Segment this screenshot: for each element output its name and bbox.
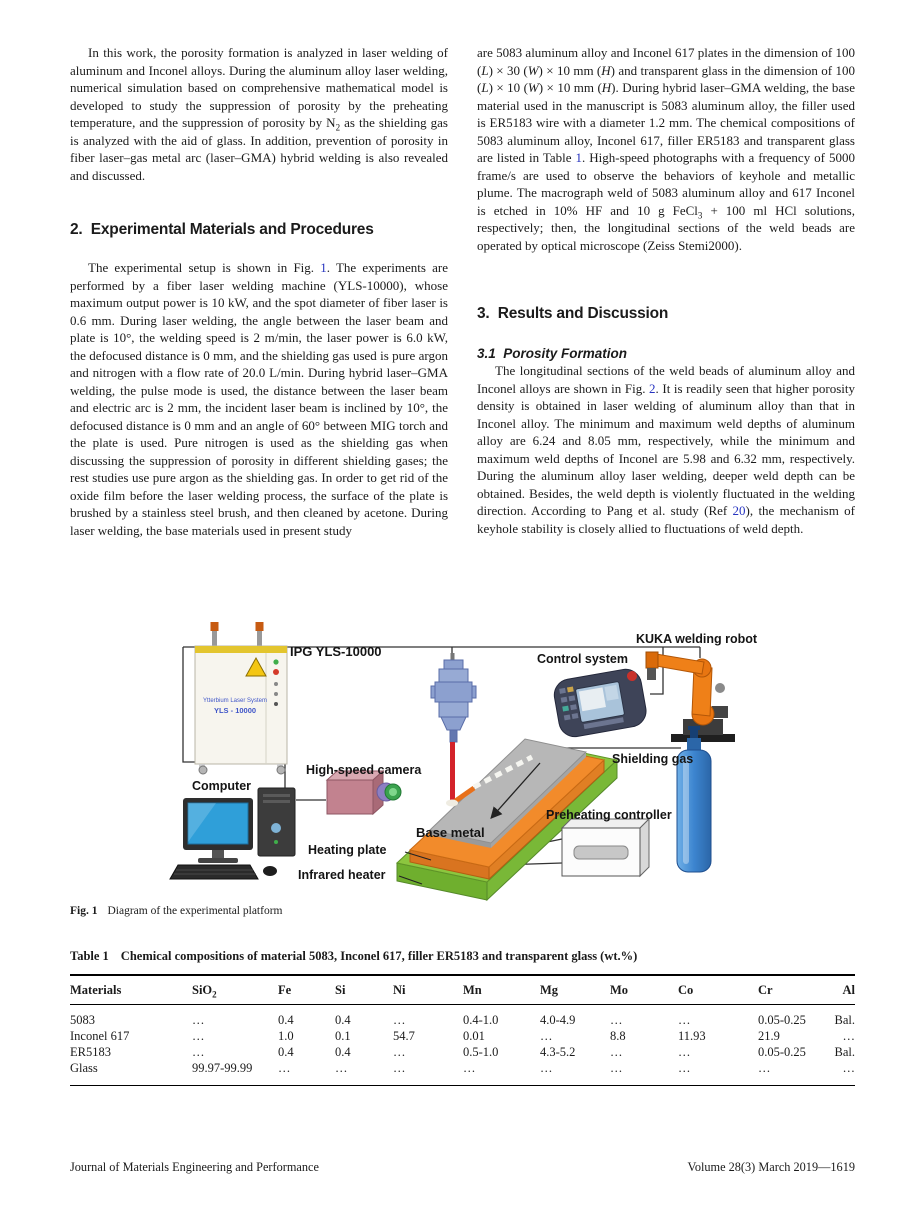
table-cell: …	[463, 1061, 476, 1075]
table-row	[70, 1005, 855, 1029]
table-caption-text: Chemical compositions of material 5083, Inconel 617, filler ER5183 and transparent glass (wt.%)	[120, 949, 638, 963]
molten-pool	[446, 800, 458, 807]
table-cell: 8.8	[610, 1029, 626, 1043]
table-cell: …	[842, 1029, 855, 1043]
table-cell: …	[192, 1045, 205, 1059]
column-header: Cr	[758, 975, 826, 1005]
table-cell: 54.7	[393, 1029, 415, 1043]
label-infrared-heater: Infrared heater	[298, 868, 386, 882]
table-cell: 0.4	[278, 1013, 294, 1027]
left-column	[70, 44, 448, 539]
label-computer: Computer	[192, 779, 252, 793]
gas-cylinder-illustration	[677, 726, 711, 872]
column-header: Al	[826, 975, 855, 1005]
table-cell: 0.4	[335, 1045, 351, 1059]
page-footer	[70, 1160, 855, 1175]
paragraph-intro: In this work, the porosity formation is analyzed in laser welding of aluminum and Inconel alloys. During the aluminum alloy laser welding, numerical simulation based on comprehensive mathematical model is developed to study the suppression of porosity by the preheating temperature, and the suppression of porosity by $N_2$ as the shielding gas is analyzed with the aid of glass. In addition, prevention of porosity in fiber laser–gas metal arc (laser–GMA) hybrid welding is also revealed and discussed.	[70, 45, 448, 183]
paragraph-experimental-continued: are 5083 aluminum alloy and Inconel 617 plates in the dimension of 100 (L) × 30 (W) × 10 mm (H) and transparent glass in the dimension of 100 (L) × 10 (W) × 10 mm (H). During hybrid laser–GMA welding, the base material used in the manuscript is 5083 aluminum alloy, the filler used is ER5183 wire with a diameter 1.2 mm. The chemical compositions of 5083 aluminum alloy, Inconel 617, filler ER5183 and transparent glass are listed in Table 1. High-speed photographs with a frequency of 5000 frame/s are used to observe the behaviors of keyhole and metallic plume. The macrograph weld of 5083 aluminum alloy and 617 Inconel is etched in 10% HF and 10 g FeCl$_3$ + 100 ml HCl solutions, respectively; then, the longitudinal sections of the weld beads are operated by optical microscope (Zeiss Stemi2000).	[477, 45, 855, 253]
right-column	[477, 44, 855, 537]
column-header: Materials	[70, 975, 192, 1005]
column-header: Co	[678, 975, 758, 1005]
column-header: Mg	[540, 975, 610, 1005]
figure-caption	[70, 905, 282, 917]
table-cell: …	[540, 1029, 553, 1043]
label-base-metal: Base metal	[416, 825, 485, 840]
table-caption-label: Table 1	[70, 949, 109, 963]
figure-caption-label: Fig. 1	[70, 905, 98, 917]
table-cell: 0.1	[335, 1029, 351, 1043]
preheating-controller-illustration	[562, 819, 649, 876]
table-cell: 21.9	[758, 1029, 780, 1043]
volume-page-info: Volume 28(3) March 2019—1619	[687, 1160, 855, 1174]
reference-link[interactable]: 1	[320, 260, 327, 275]
keyboard	[170, 865, 258, 879]
paragraph-experimental-setup: The experimental setup is shown in Fig. 1. The experiments are performed by a fiber laser welding machine (YLS-10000), whose maximum output power is 10 kW, and the spot diameter of fiber laser is 0.6 mm. During laser welding, the angle between the laser beam and plate is 10°, the welding speed is 2 m/min, the laser power is 6.0 kW, the defocused distance is 0 mm, and the shielding gas used is pure argon and nitrogen with a flow rate of 20.0 L/min. During hybrid laser–GMA welding, the pulse mode is used, the distance between the laser beam and electric arc is 2 mm, the incident laser beam is inclined by 10°, the defocused distance is 0 mm and an angle of 60° between MIG torch and the plate is used. Pure nitrogen is used as the shielding gas when discussing the suppression of porosity in different shielding gases; the rest studies use pure argon as the shielding gas. In order to get rid of the oxide film before the laser welding process, the surface of the plate is brushed by a stainless steel brush, and then cleaned by acetone. During laser welding, the base materials used in present study	[70, 260, 448, 538]
table-row	[70, 1044, 855, 1060]
table-cell: …	[678, 1013, 691, 1027]
table-cell: …	[758, 1061, 771, 1075]
table-cell: …	[393, 1013, 406, 1027]
table-row	[70, 1060, 855, 1086]
section-heading-experimental: 2. Experimental Materials and Procedures	[70, 221, 374, 238]
table-caption	[70, 949, 855, 964]
label-laser-source: IPG YLS-10000	[290, 644, 382, 659]
table-cell: 0.4-1.0	[463, 1013, 499, 1027]
control-pendant-illustration	[552, 667, 649, 739]
table-cell: ER5183	[70, 1045, 111, 1059]
table-cell: …	[540, 1061, 553, 1075]
label-control-system: Control system	[537, 652, 628, 666]
column-header: Mn	[463, 975, 540, 1005]
high-speed-camera-illustration	[327, 771, 401, 814]
computer-illustration	[170, 788, 295, 879]
table-cell: …	[842, 1061, 855, 1075]
label-high-speed-camera: High-speed camera	[306, 763, 422, 777]
table-cell: 0.05-0.25	[758, 1045, 806, 1059]
laser-beam	[450, 742, 455, 800]
table-cell: 5083	[70, 1013, 95, 1027]
table-cell: Inconel 617	[70, 1029, 130, 1043]
table-cell: …	[192, 1013, 205, 1027]
cabinet-front-text: Ytterbium Laser System YLS - 10000	[202, 698, 268, 715]
laser-head-illustration	[431, 653, 476, 742]
table-cell: …	[192, 1029, 205, 1043]
table-cell: Bal.	[834, 1045, 855, 1059]
label-welding-robot: KUKA welding robot	[636, 632, 758, 646]
table-cell: …	[610, 1013, 623, 1027]
table-cell: 0.5-1.0	[463, 1045, 499, 1059]
section-heading-results: 3. Results and Discussion	[477, 305, 669, 322]
table-row	[70, 1028, 855, 1044]
column-header: Fe	[278, 975, 335, 1005]
journal-name: Journal of Materials Engineering and Performance	[70, 1160, 319, 1174]
composition-table	[70, 974, 855, 1086]
reference-link[interactable]: 2	[649, 380, 656, 396]
table-cell: …	[610, 1045, 623, 1059]
reference-link[interactable]: 20	[732, 503, 746, 518]
table-cell: Bal.	[834, 1013, 855, 1027]
table-cell: 0.4	[278, 1045, 294, 1059]
table-cell: …	[393, 1061, 406, 1075]
figure-caption-text: Diagram of the experimental platform	[107, 905, 283, 917]
label-shielding-gas: Shielding gas	[612, 752, 694, 766]
table-cell: 0.01	[463, 1029, 485, 1043]
paragraph-porosity-formation: The longitudinal sections of the weld beads of aluminum alloy and Inconel alloys are shown in Fig. 2. It is readily seen that higher porosity density is obtained in laser welding of aluminum alloy than that in Inconel alloy. The minimum and maximum weld depths of aluminum alloy are 6.24 and 8.05 mm, respectively, while the minimum and maximum weld depths of Inconel are 5.98 and 6.32 mm, respectively. During the aluminum alloy laser welding, deeper weld depth can be obtained. Besides, the weld depth is violently fluctuated in the welding direction. According to Pang et al. study (Ref 20), the mechanism of keyhole stability is closely allied to fluctuations of weld depth.	[477, 363, 855, 536]
label-heating-plate: Heating plate	[308, 843, 387, 857]
label-preheating-controller: Preheating controller	[546, 808, 672, 822]
table-cell: 4.0-4.9	[540, 1013, 576, 1027]
table-cell: 0.05-0.25	[758, 1013, 806, 1027]
table-cell: …	[278, 1061, 291, 1075]
column-header: Si	[335, 975, 393, 1005]
column-header: Ni	[393, 975, 463, 1005]
figure-1-diagram	[100, 622, 790, 902]
table-cell: 0.4	[335, 1013, 351, 1027]
table-cell: …	[393, 1045, 406, 1059]
column-header: Mo	[610, 975, 678, 1005]
table-cell: …	[610, 1061, 623, 1075]
table-cell: …	[678, 1045, 691, 1059]
table-cell: 4.3-5.2	[540, 1045, 576, 1059]
table-cell: …	[678, 1061, 691, 1075]
table-header-row	[70, 975, 855, 1005]
table-cell: Glass	[70, 1061, 98, 1075]
table-cell: …	[335, 1061, 348, 1075]
mouse	[263, 866, 277, 876]
column-header: SiO$_2$	[192, 975, 278, 1005]
subsection-heading-porosity: 3.1 Porosity Formation	[477, 346, 628, 361]
table-cell: 99.97-99.99	[192, 1061, 253, 1075]
table-cell: 1.0	[278, 1029, 294, 1043]
table-1-block	[70, 949, 855, 1086]
reference-link[interactable]: 1	[575, 150, 583, 165]
table-cell: 11.93	[678, 1029, 706, 1043]
